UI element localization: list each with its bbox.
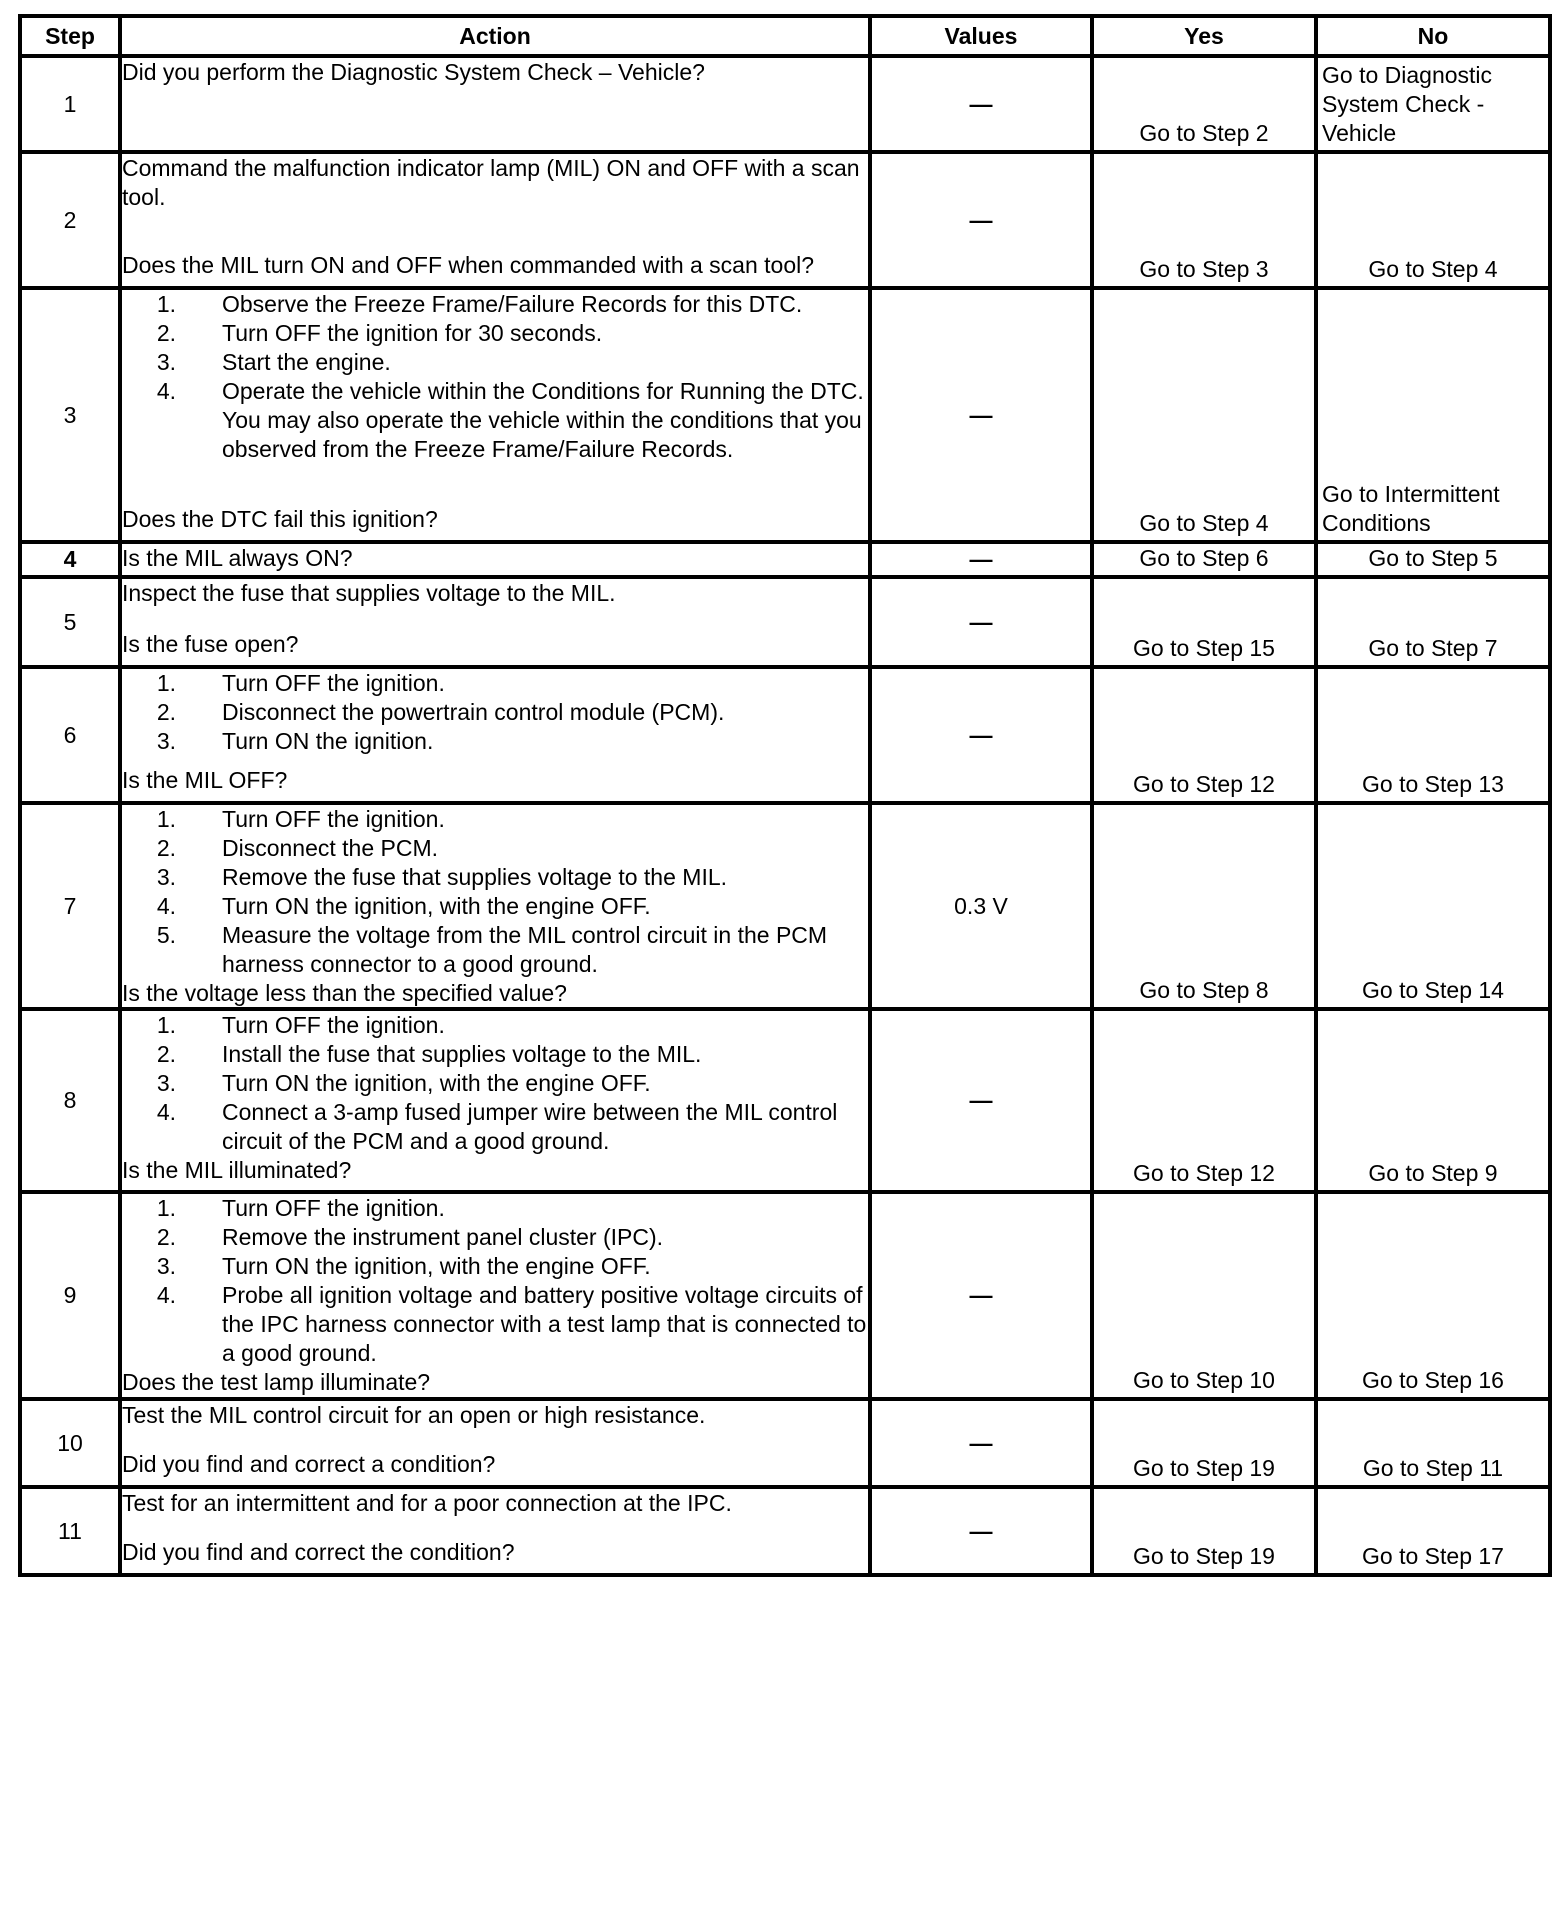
no-link: Go to Step 13 <box>1362 771 1504 797</box>
action-cell <box>120 803 870 1009</box>
value-cell: — <box>870 1487 1092 1575</box>
action-question: Is the fuse open? <box>122 631 299 657</box>
value-cell: — <box>870 667 1092 803</box>
procedure-item-text: Disconnect the powertrain control module (PCM). <box>222 699 725 725</box>
action-content <box>122 805 868 1006</box>
step-number: 5 <box>20 577 120 667</box>
action-question: Is the voltage less than the specified value? <box>122 980 567 1006</box>
action-content <box>122 544 868 571</box>
action-cell <box>120 1487 870 1575</box>
spacer <box>122 1518 868 1538</box>
procedure-item-number: 2. <box>156 1224 176 1250</box>
procedure-item-text: Probe all ignition voltage and battery positive voltage circuits of the IPC harness connector with a test lamp that is connected to a good ground. <box>222 1282 867 1366</box>
value-cell: — <box>870 152 1092 288</box>
procedure-item <box>122 1223 868 1252</box>
table-row <box>20 1399 1550 1487</box>
header-no: No <box>1316 16 1550 56</box>
action-text: Inspect the fuse that supplies voltage to the MIL. <box>122 580 616 606</box>
yes-link: Go to Step 10 <box>1133 1367 1275 1393</box>
procedure-list <box>122 290 868 464</box>
header-action: Action <box>120 16 870 56</box>
value-cell: — <box>870 577 1092 667</box>
step-number: 9 <box>20 1192 120 1399</box>
procedure-item-text: Turn ON the ignition. <box>222 728 434 754</box>
procedure-item <box>122 1069 868 1098</box>
table-row <box>20 152 1550 288</box>
no-cell <box>1316 577 1550 667</box>
procedure-item-number: 4. <box>156 1282 176 1308</box>
action-text: Is the MIL always ON? <box>122 545 353 571</box>
yes-link: Go to Step 8 <box>1139 977 1269 1003</box>
procedure-item-text: Turn OFF the ignition. <box>222 1012 445 1038</box>
value-cell: — <box>870 288 1092 542</box>
procedure-item-number: 2. <box>156 1041 176 1067</box>
yes-cell <box>1092 1009 1316 1192</box>
procedure-item-text: Remove the fuse that supplies voltage to the MIL. <box>222 864 728 890</box>
no-link: Go to Diagnostic System Check - Vehicle <box>1322 62 1493 146</box>
procedure-item-text: Install the fuse that supplies voltage to the MIL. <box>222 1041 702 1067</box>
procedure-item <box>122 863 868 892</box>
action-text: Test the MIL control circuit for an open or high resistance. <box>122 1402 706 1428</box>
no-cell <box>1316 1399 1550 1487</box>
procedure-item-text: Turn OFF the ignition for 30 seconds. <box>222 320 603 346</box>
yes-cell <box>1092 667 1316 803</box>
action-content <box>122 669 868 795</box>
action-question: Did you find and correct a condition? <box>122 1451 496 1477</box>
action-question: Does the MIL turn ON and OFF when commanded with a scan tool? <box>122 252 815 278</box>
spacer <box>122 756 868 766</box>
table-row <box>20 1192 1550 1399</box>
procedure-item <box>122 1281 868 1368</box>
procedure-item <box>122 290 868 319</box>
no-link: Go to Step 14 <box>1362 977 1504 1003</box>
action-cell <box>120 56 870 152</box>
procedure-item-text: Turn OFF the ignition. <box>222 670 445 696</box>
yes-cell <box>1092 1192 1316 1399</box>
no-cell <box>1316 152 1550 288</box>
procedure-item-text: Disconnect the PCM. <box>222 835 439 861</box>
procedure-item-number: 3. <box>156 864 176 890</box>
yes-link: Go to Step 15 <box>1133 635 1275 661</box>
procedure-item <box>122 727 868 756</box>
action-cell <box>120 577 870 667</box>
table-row <box>20 288 1550 542</box>
step-number: 4 <box>20 542 120 577</box>
no-cell <box>1316 1487 1550 1575</box>
header-yes: Yes <box>1092 16 1316 56</box>
procedure-item-text: Observe the Freeze Frame/Failure Records for this DTC. <box>222 291 803 317</box>
procedure-item-number: 1. <box>156 806 176 832</box>
table-row <box>20 542 1550 577</box>
no-link: Go to Step 4 <box>1368 256 1498 282</box>
procedure-item <box>122 669 868 698</box>
step-number: 8 <box>20 1009 120 1192</box>
yes-link: Go to Step 2 <box>1139 120 1269 146</box>
procedure-item <box>122 892 868 921</box>
procedure-item-number: 2. <box>156 835 176 861</box>
procedure-item-text: Turn ON the ignition, with the engine OFF. <box>222 1253 651 1279</box>
header-step: Step <box>20 16 120 56</box>
action-content <box>122 58 868 144</box>
no-cell <box>1316 667 1550 803</box>
action-content <box>122 1489 868 1567</box>
no-link: Go to Step 7 <box>1368 635 1498 661</box>
spacer <box>122 608 868 630</box>
action-cell <box>120 667 870 803</box>
yes-link: Go to Step 19 <box>1133 1455 1275 1481</box>
yes-cell <box>1092 1487 1316 1575</box>
no-cell <box>1316 56 1550 152</box>
procedure-list <box>122 805 868 979</box>
action-text: Test for an intermittent and for a poor connection at the IPC. <box>122 1490 732 1516</box>
action-text: Command the malfunction indicator lamp (MIL) ON and OFF with a scan tool. <box>122 155 860 210</box>
procedure-item-text: Measure the voltage from the MIL control circuit in the PCM harness connector to a good ground. <box>222 922 828 977</box>
step-number: 10 <box>20 1399 120 1487</box>
procedure-item-text: Remove the instrument panel cluster (IPC). <box>222 1224 664 1250</box>
spacer <box>122 1430 868 1450</box>
procedure-item-number: 1. <box>156 670 176 696</box>
action-cell <box>120 542 870 577</box>
value-cell: — <box>870 56 1092 152</box>
yes-cell <box>1092 56 1316 152</box>
procedure-item-number: 4. <box>156 893 176 919</box>
procedure-item-number: 1. <box>156 291 176 317</box>
procedure-item-number: 1. <box>156 1195 176 1221</box>
procedure-item-number: 4. <box>156 378 176 404</box>
procedure-item-text: Turn ON the ignition, with the engine OFF. <box>222 893 651 919</box>
diagnostic-table-wrapper <box>18 14 1548 1577</box>
procedure-item-number: 3. <box>156 1070 176 1096</box>
value-cell: — <box>870 1192 1092 1399</box>
yes-cell <box>1092 803 1316 1009</box>
no-link: Go to Step 17 <box>1362 1543 1504 1569</box>
table-row <box>20 667 1550 803</box>
action-cell <box>120 1009 870 1192</box>
no-cell <box>1316 1192 1550 1399</box>
procedure-item <box>122 698 868 727</box>
action-cell <box>120 1399 870 1487</box>
step-number: 6 <box>20 667 120 803</box>
procedure-item <box>122 834 868 863</box>
table-row <box>20 1487 1550 1575</box>
value-cell: — <box>870 1009 1092 1192</box>
procedure-item-number: 2. <box>156 320 176 346</box>
diagnostic-table <box>18 14 1552 1577</box>
table-row <box>20 1009 1550 1192</box>
action-content <box>122 579 868 659</box>
step-number: 2 <box>20 152 120 288</box>
header-values: Values <box>870 16 1092 56</box>
action-content <box>122 154 868 280</box>
yes-cell <box>1092 542 1316 577</box>
action-cell <box>120 1192 870 1399</box>
table-row <box>20 577 1550 667</box>
action-cell <box>120 152 870 288</box>
spacer <box>122 464 868 505</box>
header-row <box>20 16 1550 56</box>
yes-link: Go to Step 12 <box>1133 1160 1275 1186</box>
action-question: Is the MIL OFF? <box>122 767 288 793</box>
procedure-item-text: Turn OFF the ignition. <box>222 806 445 832</box>
no-link: Go to Step 11 <box>1362 1455 1504 1481</box>
procedure-item-number: 4. <box>156 1099 176 1125</box>
yes-link: Go to Step 4 <box>1139 510 1269 536</box>
procedure-item <box>122 921 868 979</box>
action-question: Does the DTC fail this ignition? <box>122 506 438 532</box>
procedure-item <box>122 805 868 834</box>
no-cell <box>1316 288 1550 542</box>
action-cell <box>120 288 870 542</box>
no-cell <box>1316 803 1550 1009</box>
procedure-item <box>122 1252 868 1281</box>
yes-cell <box>1092 1399 1316 1487</box>
procedure-item-number: 3. <box>156 728 176 754</box>
no-link: Go to Intermittent Conditions <box>1322 481 1500 536</box>
yes-link: Go to Step 3 <box>1139 256 1269 282</box>
procedure-item-number: 3. <box>156 349 176 375</box>
procedure-item-text: Turn ON the ignition, with the engine OFF. <box>222 1070 651 1096</box>
procedure-item-text: Start the engine. <box>222 349 391 375</box>
action-content <box>122 290 868 534</box>
procedure-item <box>122 1011 868 1040</box>
table-row <box>20 56 1550 152</box>
action-content <box>122 1011 868 1184</box>
action-text: Did you perform the Diagnostic System Check – Vehicle? <box>122 59 705 85</box>
value-cell: 0.3 V <box>870 803 1092 1009</box>
procedure-item <box>122 1098 868 1156</box>
yes-link: Go to Step 19 <box>1133 1543 1275 1569</box>
action-question: Is the MIL illuminated? <box>122 1157 352 1183</box>
procedure-item <box>122 1040 868 1069</box>
procedure-item-number: 5. <box>156 922 176 948</box>
procedure-item-number: 3. <box>156 1253 176 1279</box>
action-question: Does the test lamp illuminate? <box>122 1369 431 1395</box>
action-question: Did you find and correct the condition? <box>122 1539 515 1565</box>
procedure-item-number: 1. <box>156 1012 176 1038</box>
action-content <box>122 1401 868 1479</box>
value-cell: — <box>870 542 1092 577</box>
procedure-item-text: Connect a 3-amp fused jumper wire between the MIL control circuit of the PCM and a good ground. <box>222 1099 838 1154</box>
procedure-item-text: Operate the vehicle within the Conditions for Running the DTC. You may also operate the vehicle within the conditions that you observed from the Freeze Frame/Failure Records. <box>222 378 864 462</box>
action-content <box>122 1194 868 1395</box>
no-cell <box>1316 542 1550 577</box>
procedure-list <box>122 1194 868 1368</box>
procedure-item-number: 2. <box>156 699 176 725</box>
table-row <box>20 803 1550 1009</box>
procedure-item-text: Turn OFF the ignition. <box>222 1195 445 1221</box>
step-number: 1 <box>20 56 120 152</box>
no-link: Go to Step 9 <box>1368 1160 1498 1186</box>
procedure-item <box>122 319 868 348</box>
yes-cell <box>1092 577 1316 667</box>
no-link: Go to Step 16 <box>1362 1367 1504 1393</box>
procedure-item <box>122 377 868 464</box>
procedure-item <box>122 1194 868 1223</box>
yes-cell <box>1092 152 1316 288</box>
no-link: Go to Step 5 <box>1368 545 1498 571</box>
procedure-list <box>122 1011 868 1156</box>
yes-link: Go to Step 6 <box>1139 545 1269 571</box>
spacer <box>122 212 868 251</box>
step-number: 7 <box>20 803 120 1009</box>
procedure-list <box>122 669 868 756</box>
procedure-item <box>122 348 868 377</box>
no-cell <box>1316 1009 1550 1192</box>
yes-cell <box>1092 288 1316 542</box>
step-number: 11 <box>20 1487 120 1575</box>
yes-link: Go to Step 12 <box>1133 771 1275 797</box>
step-number: 3 <box>20 288 120 542</box>
value-cell: — <box>870 1399 1092 1487</box>
